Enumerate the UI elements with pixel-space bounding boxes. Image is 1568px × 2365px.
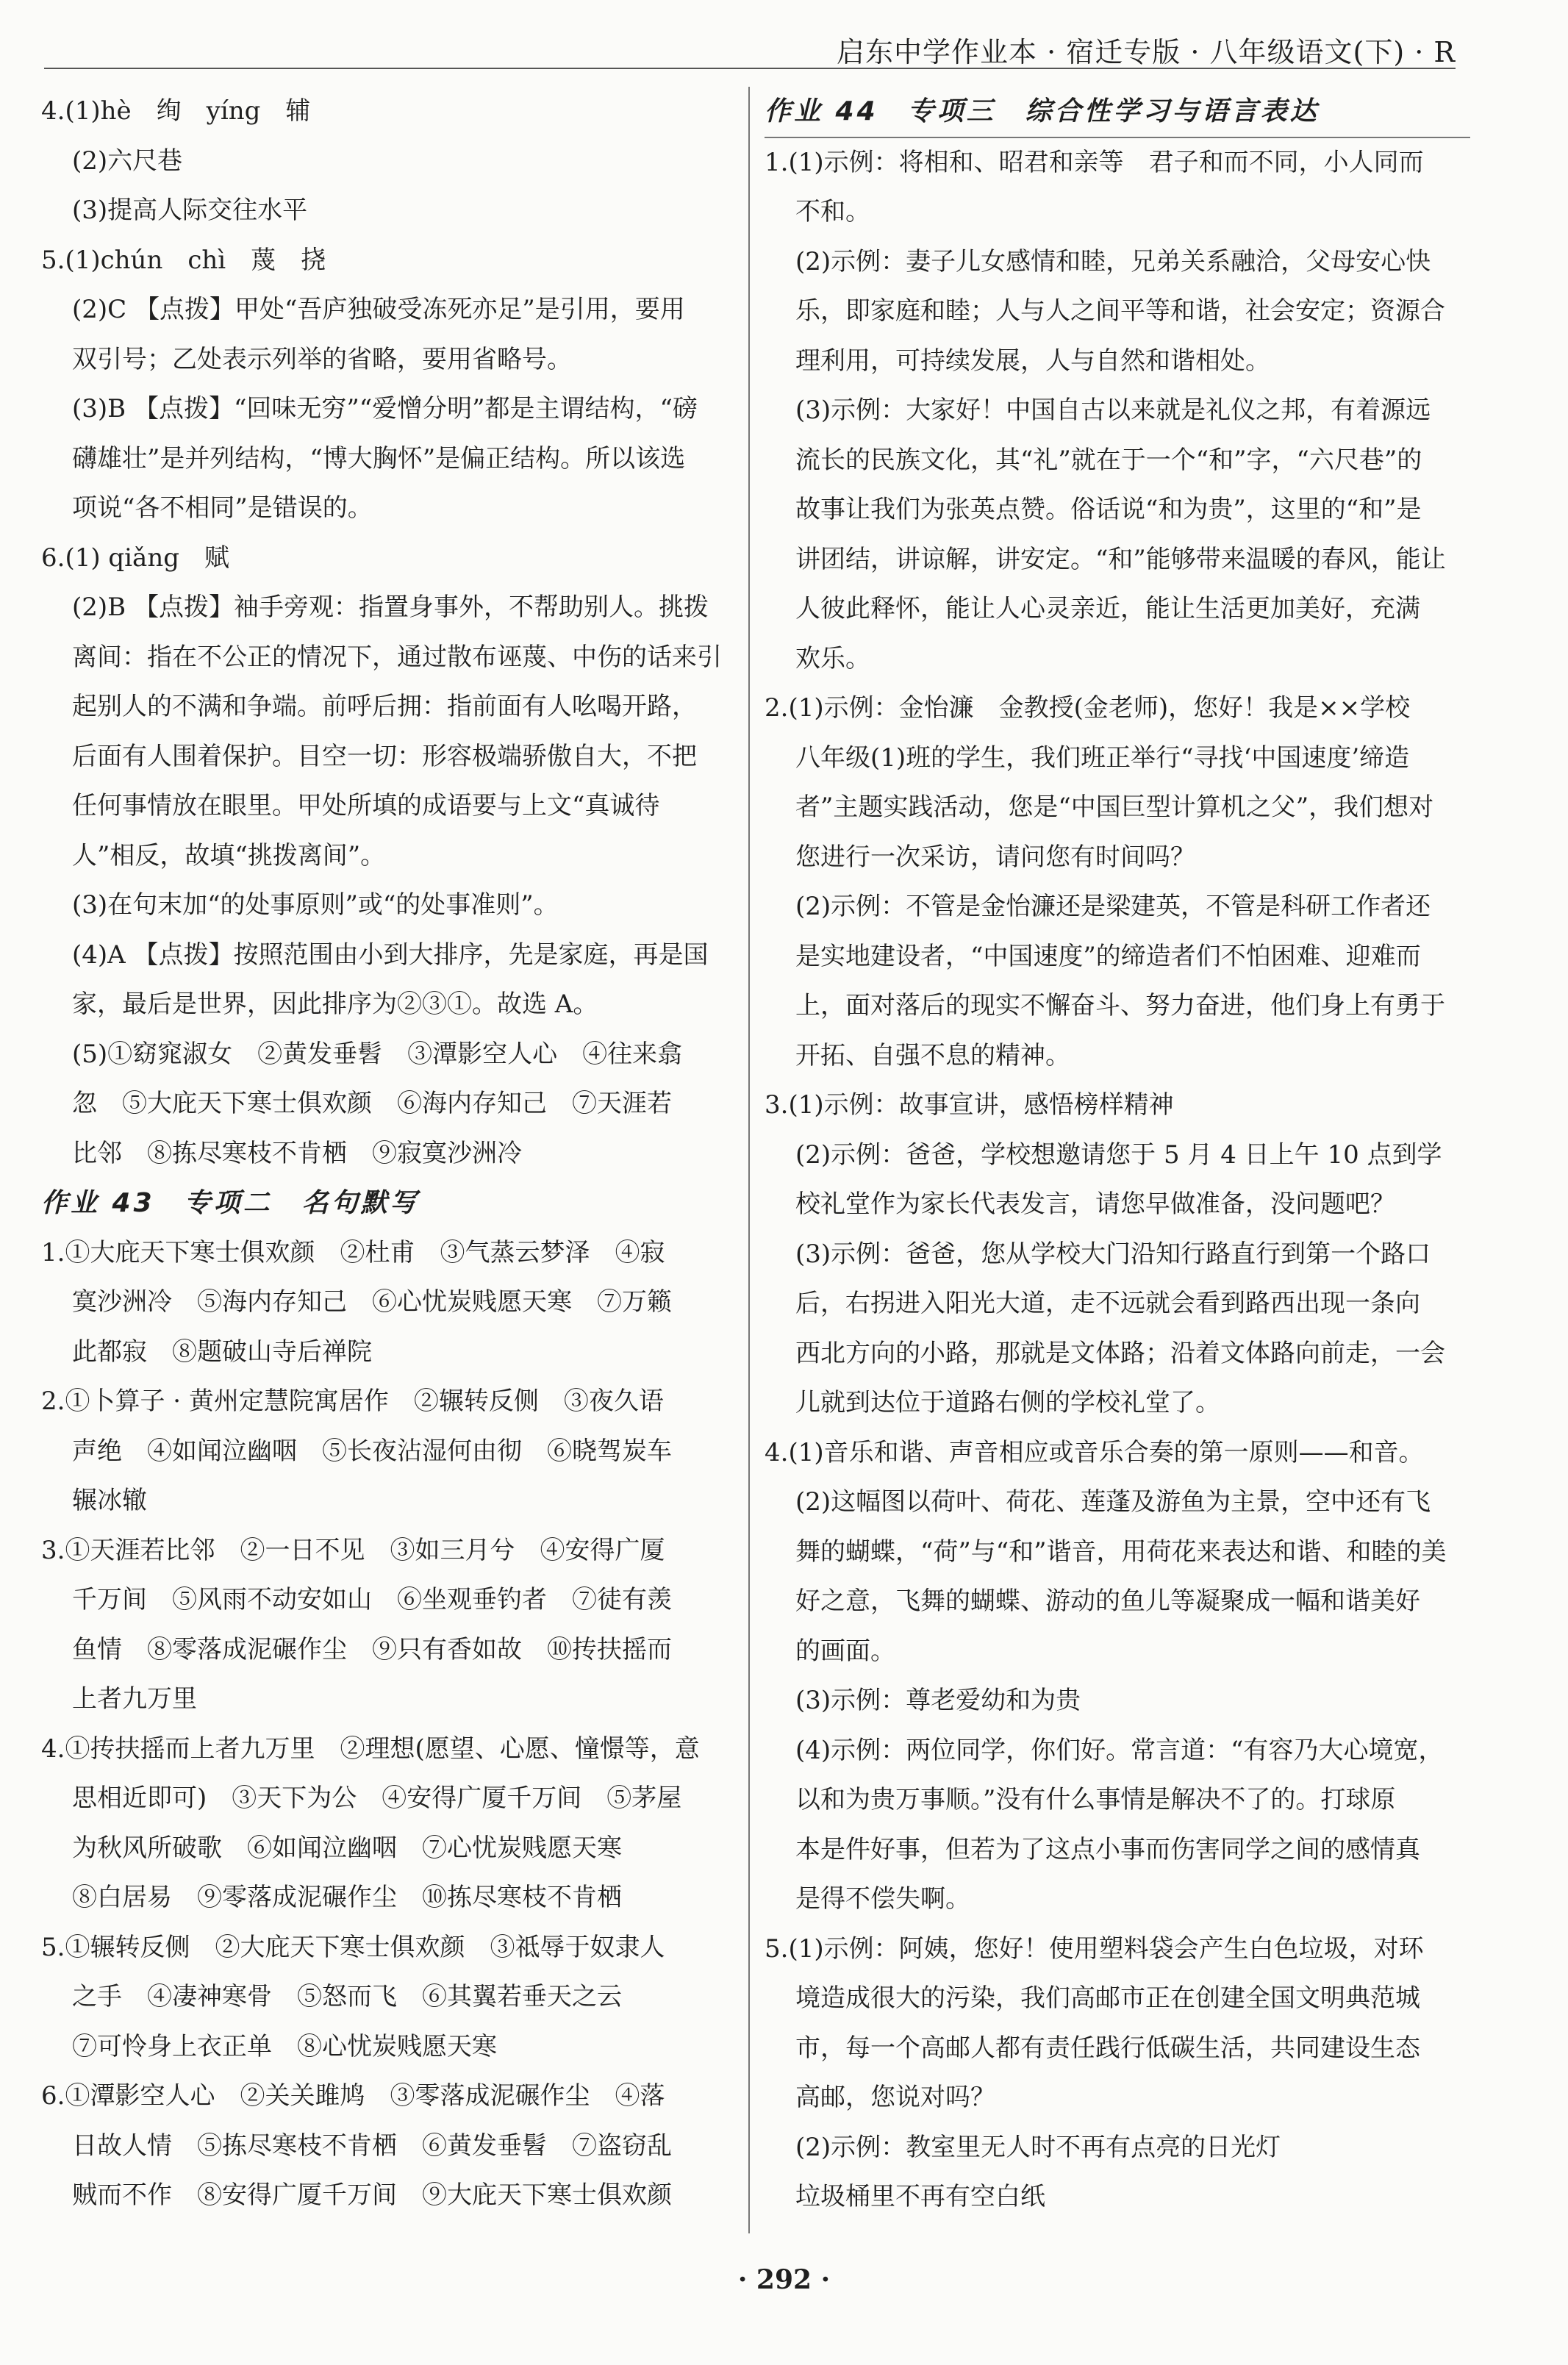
answer-line: 乐，即家庭和睦；人与人之间平等和谐，社会安定；资源合 [795,296,1445,326]
answer-line: 高邮，您说对吗？ [795,2083,995,2112]
answer-line: 项说“各不相同”是错误的。 [72,493,373,523]
answer-line: 双引号；乙处表示列举的省略，要用省略号。 [72,344,572,374]
answer-line: 垃圾桶里不再有空白纸 [795,2182,1045,2211]
answer-line: 以和为贵万事顺。”没有什么事情是解决不了的。打球原 [795,1785,1396,1814]
answer-line: (3)B 【点拨】“回味无穷”“爱憎分明”都是主谓结构，“磅 [72,394,698,423]
question-line: 2.(1)示例：金怡濂 金教授(金老师)，您好！我是××学校 [765,693,1411,723]
left-column [41,87,740,2221]
answer-line: 礴雄壮”是并列结构，“博大胸怀”是偏正结构。所以该选 [72,443,686,473]
answer-line: (2)B 【点拨】袖手旁观：指置身事外，不帮助别人。挑拨 [72,593,709,622]
answer-line: 讲团结，讲谅解，讲安定。“和”能够带来温暖的春风，能让 [795,544,1446,574]
answer-line: 不和。 [795,197,870,226]
answer-line: 儿就到达位于道路右侧的学校礼堂了。 [795,1388,1220,1417]
question-line: 6.①潭影空人心 ②关关雎鸠 ③零落成泥碾作尘 ④落 [41,2081,665,2111]
answer-line: (4)A 【点拨】按照范围由小到大排序，先是家庭，再是国 [72,940,709,970]
answer-line: (2)示例：教室里无人时不再有点亮的日光灯 [795,2132,1281,2162]
question-line: 5.(1)示例：阿姨，您好！使用塑料袋会产生白色垃圾，对环 [765,1933,1424,1964]
answer-line: 辗冰辙 [72,1486,147,1515]
answer-line: (2)六尺巷 [72,146,183,176]
answer-line: (2)示例：爸爸，学校想邀请您于 5 月 4 日上午 10 点到学 [795,1139,1442,1170]
answer-line: 思相近即可) ③天下为公 ④安得广厦千万间 ⑤茅屋 [72,1783,682,1813]
answer-line: 人”相反，故填“挑拨离间”。 [72,840,386,870]
answer-line: 寞沙洲冷 ⑤海内存知己 ⑥心忧炭贱愿天寒 ⑦万籁 [72,1287,672,1317]
answer-line: 日故人情 ⑤拣尽寒枝不肯栖 ⑥黄发垂髫 ⑦盗窃乱 [72,2130,672,2161]
question-line: 4.(1)hè 绚 yíng 辅 [41,96,311,126]
header-rule [44,68,1456,69]
answer-line: 为秋风所破歌 ⑥如闻泣幽咽 ⑦心忧炭贱愿天寒 [72,1833,622,1863]
answer-line: 声绝 ④如闻泣幽咽 ⑤长夜沾湿何由彻 ⑥晓驾炭车 [72,1436,672,1466]
answer-line: 鱼情 ⑧零落成泥碾作尘 ⑨只有香如故 ⑩抟扶摇而 [72,1634,672,1664]
answer-line: 任何事情放在眼里。甲处所填的成语要与上文“真诚待 [72,791,660,820]
question-line: 2.①卜算子 · 黄州定慧院寓居作 ②辗转反侧 ③夜久语 [41,1387,664,1416]
column-divider [748,87,750,2233]
answer-line: 流长的民族文化，其“礼”就在于一个“和”字，“六尺巷”的 [795,445,1422,475]
answer-line: 理利用，可持续发展，人与自然和谐相处。 [795,346,1270,376]
answer-line: 西北方向的小路，那就是文体路；沿着文体路向前走，一会 [795,1338,1445,1368]
answer-line: 起别人的不满和争端。前呼后拥：指前面有人吆喝开路， [72,692,697,721]
answer-line: 开拓、自强不息的精神。 [795,1040,1070,1070]
answer-line: 的画面。 [795,1636,895,1666]
question-line: 1.①大庇天下寒士俱欢颜 ②杜甫 ③气蒸云梦泽 ④寂 [41,1237,665,1267]
answer-line: 者”主题实践活动，您是“中国巨型计算机之父”，我们想对 [795,792,1434,822]
answer-line: 境造成很大的污染，我们高邮市正在创建全国文明典范城 [795,1983,1420,2013]
answer-line: 上，面对落后的现实不懈奋斗、努力奋进，他们身上有勇于 [795,991,1445,1020]
question-line: 4.①抟扶摇而上者九万里 ②理想(愿望、心愿、憧憬等，意 [41,1734,700,1764]
question-line: 5.①辗转反侧 ②大庇天下寒士俱欢颜 ③祗辱于奴隶人 [41,1932,665,1962]
answer-line: 此都寂 ⑧题破山寺后禅院 [72,1337,372,1367]
question-line: 3.(1)示例：故事宣讲，感悟榜样精神 [765,1090,1174,1120]
answer-line: 人彼此释怀，能让人心灵亲近，能让生活更加美好，充满 [795,594,1420,623]
answer-line: (2)示例：不管是金怡濂还是梁建英，不管是科研工作者还 [795,892,1431,921]
answer-line: (2)示例：妻子儿女感情和睦，兄弟关系融洽，父母安心快 [795,246,1431,276]
answer-line: 校礼堂作为家长代表发言，请您早做准备，没问题吧？ [795,1189,1395,1219]
answer-line: 后，右拐进入阳光大道，走不远就会看到路西出现一条向 [795,1289,1420,1318]
answer-line: 之手 ④凄神寒骨 ⑤怒而飞 ⑥其翼若垂天之云 [72,1982,622,2011]
answer-line: 上者九万里 [72,1684,197,1714]
page-number: · 292 · [737,2264,831,2295]
section-heading: 作业 43 专项二 名句默写 [41,1188,420,1218]
answer-line: 市，每一个高邮人都有责任践行低碳生活，共同建设生态 [795,2033,1420,2063]
page-header: 启东中学作业本 · 宿迁专版 · 八年级语文(下) · R [837,36,1456,68]
answer-line: ⑦可怜身上衣正单 ⑧心忧炭贱愿天寒 [72,2031,497,2061]
answer-line: 比邻 ⑧拣尽寒枝不肯栖 ⑨寂寞沙洲冷 [72,1138,522,1168]
answer-line: (3)在句末加“的处事原则”或“的处事准则”。 [72,890,559,920]
answer-line: (3)提高人际交往水平 [72,196,308,225]
question-line: 3.①天涯若比邻 ②一日不见 ③如三月兮 ④安得广厦 [41,1535,665,1565]
answer-line: 您进行一次采访，请问您有时间吗？ [795,842,1195,872]
answer-line: (3)示例：爸爸，您从学校大门沿知行路直行到第一个路口 [795,1239,1431,1269]
answer-line: 忽 ⑤大庇天下寒士俱欢颜 ⑥海内存知己 ⑦天涯若 [72,1089,672,1118]
answer-line: 舞的蝴蝶，“荷”与“和”谐音，用荷花来表达和谐、和睦的美 [795,1536,1447,1567]
answer-line: 欢乐。 [795,643,870,673]
question-line: 1.(1)示例：将相和、昭君和亲等 君子和而不同，小人同而 [765,147,1424,177]
answer-line: (4)示例：两位同学，你们好。常言道：“有容乃大心境宽， [795,1735,1444,1765]
answer-line: (2)C 【点拨】甲处“吾庐独破受冻死亦足”是引用，要用 [72,295,685,324]
answer-line: 离间：指在不公正的情况下，通过散布诬蔑、中伤的话来引 [72,642,722,672]
answer-line: (5)①窈窕淑女 ②黄发垂髫 ③潭影空人心 ④往来翕 [72,1039,683,1069]
answer-line: 是得不偿失啊。 [795,1884,970,1914]
answer-line: (3)示例：大家好！中国自古以来就是礼仪之邦，有着源远 [795,396,1431,425]
question-line: 4.(1)音乐和谐、声音相应或音乐合奏的第一原则——和音。 [765,1437,1424,1467]
answer-line: 贼而不作 ⑧安得广厦千万间 ⑨大庇天下寒士俱欢颜 [72,2180,672,2210]
right-column [765,87,1470,2222]
answer-line: (3)示例：尊老爱幼和为贵 [795,1686,1081,1715]
answer-line: (2)这幅图以荷叶、荷花、莲蓬及游鱼为主景，空中还有飞 [795,1487,1431,1517]
answer-line: 后面有人围着保护。目空一切：形容极端骄傲自大，不把 [72,741,697,771]
question-line: 5.(1)chún chì 蔑 挠 [41,245,326,275]
section-heading: 作业 44 专项三 综合性学习与语言表达 [765,87,1470,138]
answer-line: ⑧白居易 ⑨零落成泥碾作尘 ⑩拣尽寒枝不肯栖 [72,1883,622,1912]
answer-line: 千万间 ⑤风雨不动安如山 ⑥坐观垂钓者 ⑦徒有羡 [72,1585,672,1614]
answer-line: 家，最后是世界，因此排序为②③①。故选 A。 [72,990,598,1019]
answer-line: 好之意，飞舞的蝴蝶、游动的鱼儿等凝聚成一幅和谐美好 [795,1586,1420,1616]
answer-line: 八年级(1)班的学生，我们班正举行“寻找‘中国速度’缔造 [795,743,1410,773]
answer-line: 是实地建设者，“中国速度”的缔造者们不怕困难、迎难而 [795,941,1421,971]
answer-line: 本是件好事，但若为了这点小事而伤害同学之间的感情真 [795,1834,1420,1864]
answer-line: 故事让我们为张英点赞。俗话说“和为贵”，这里的“和”是 [795,495,1422,524]
question-line: 6.(1) qiǎng 赋 [41,543,229,573]
